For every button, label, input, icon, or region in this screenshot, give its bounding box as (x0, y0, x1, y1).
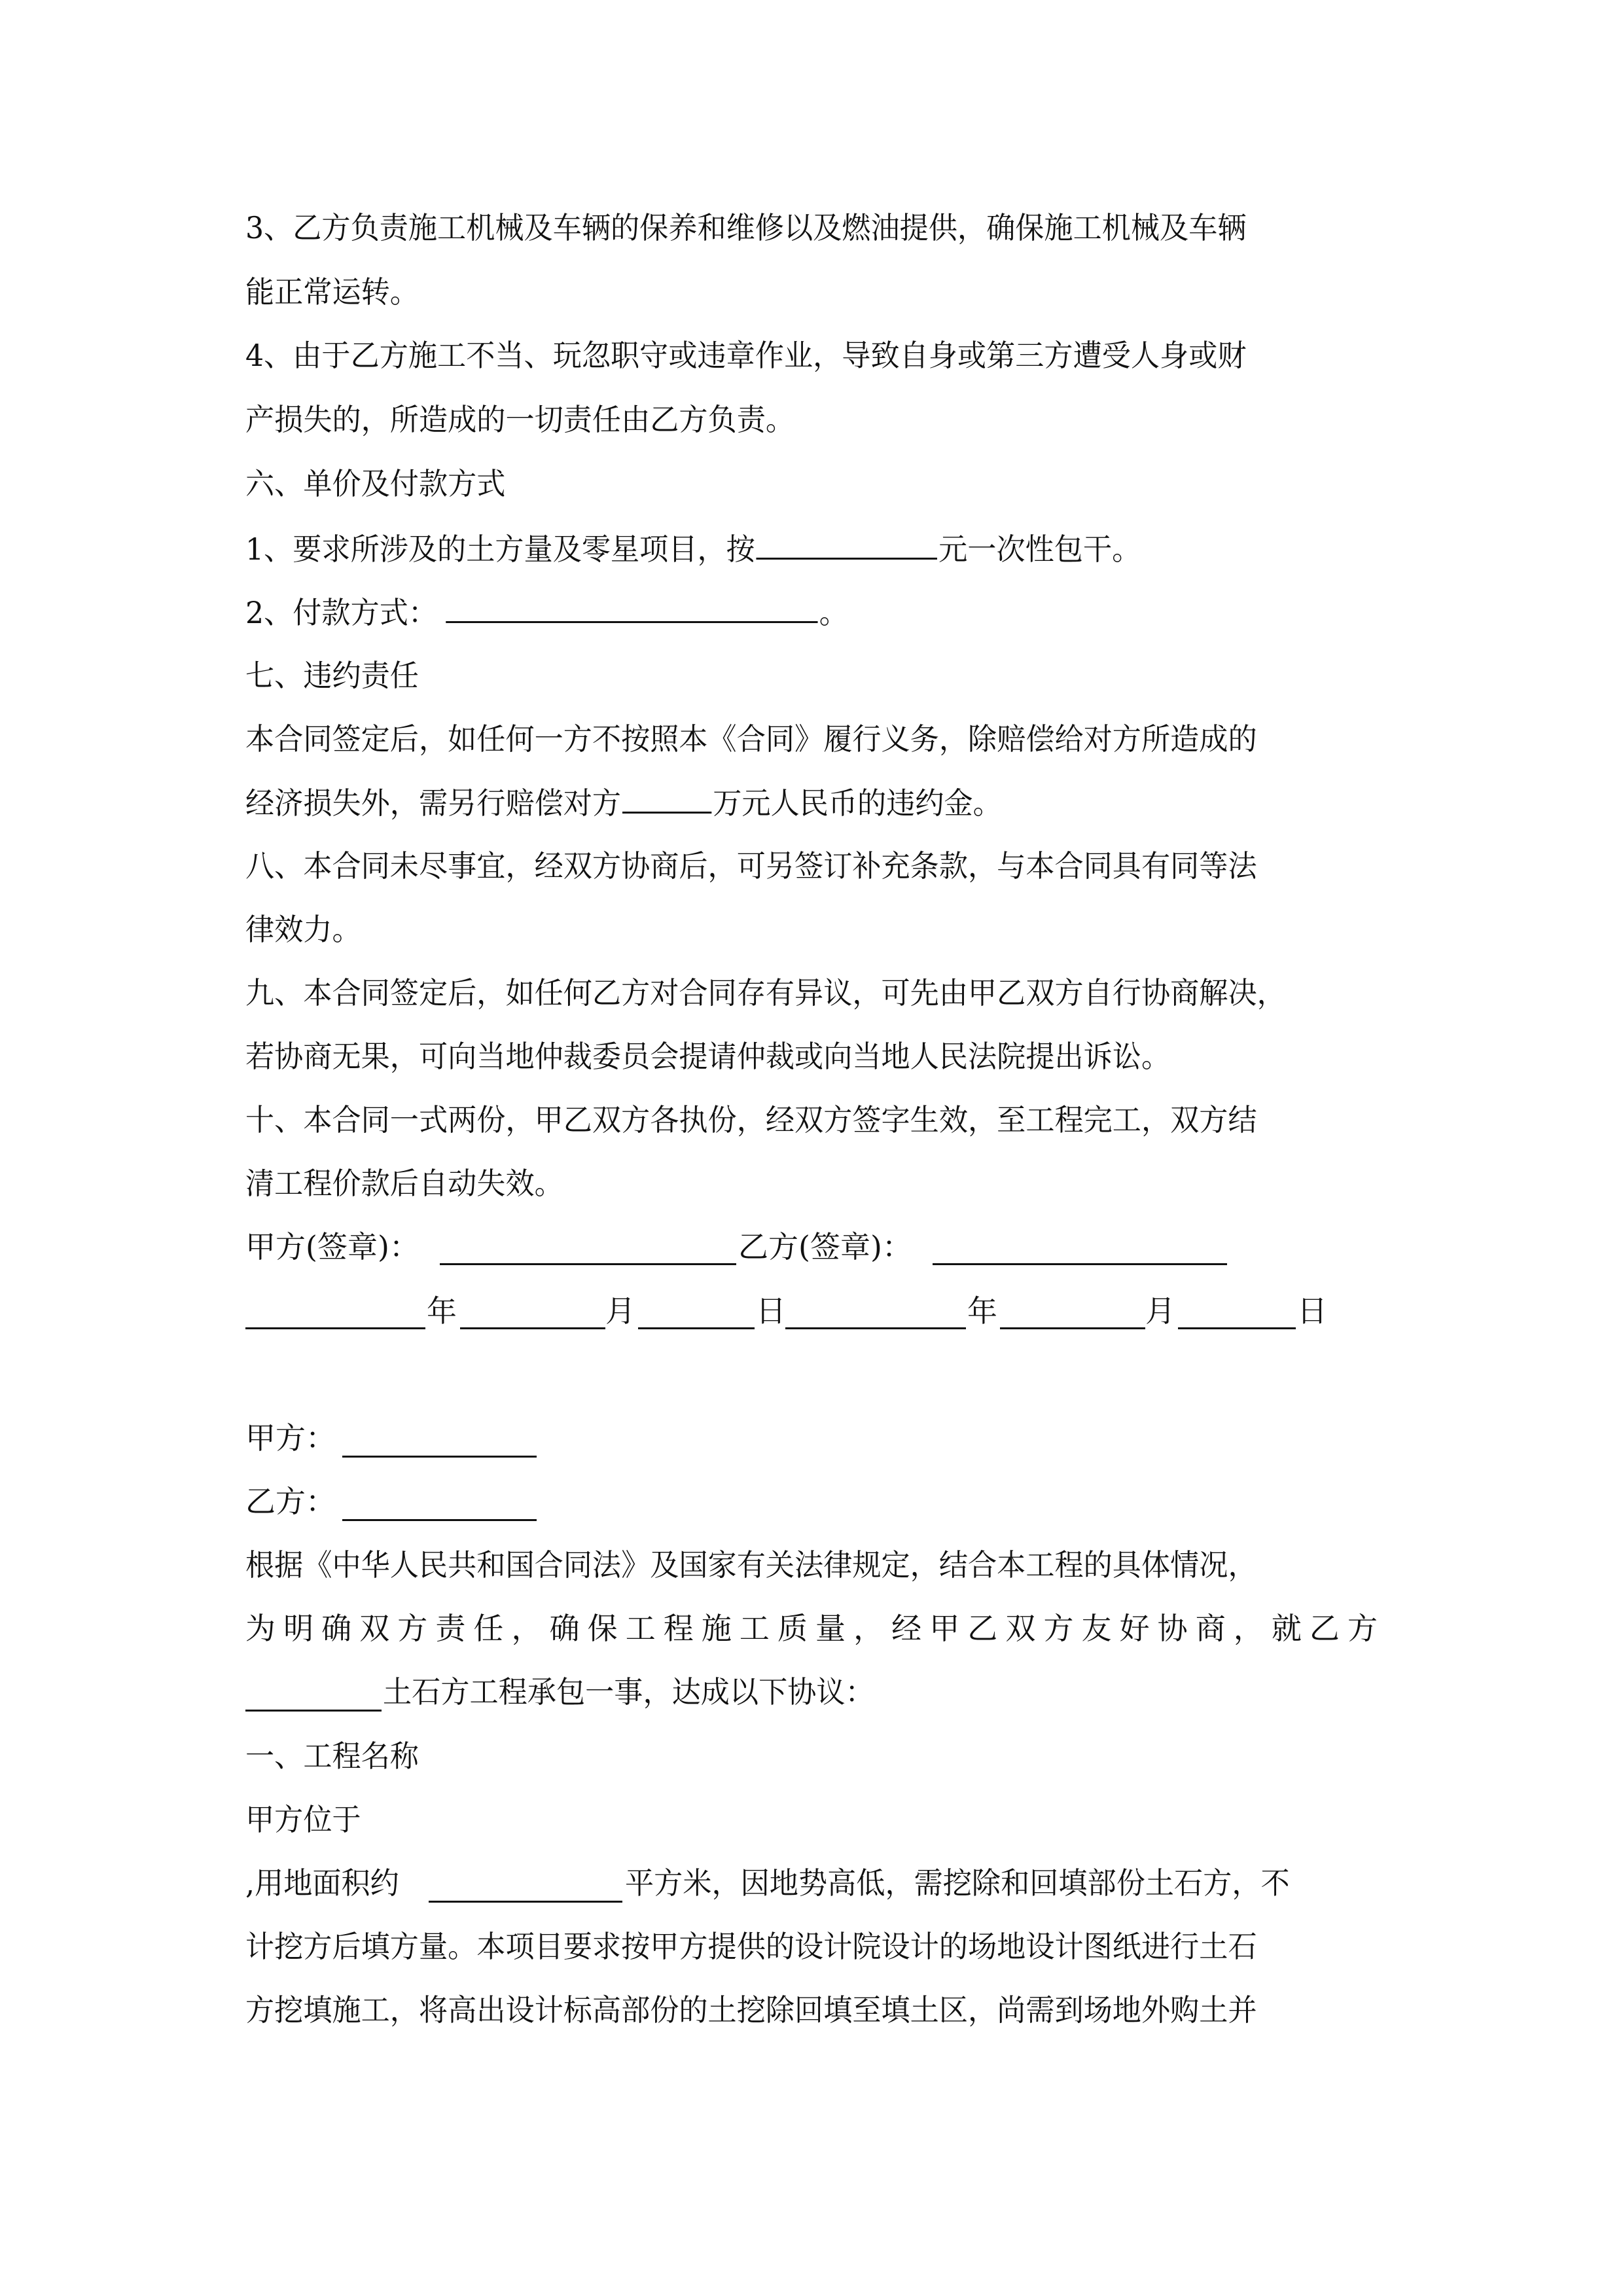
section6-item1-text-after: 元一次性包干。 (938, 531, 1141, 567)
preamble-line3 (0, 1672, 1623, 1712)
clause5-item4-line2: 产损失的，所造成的一切责任由乙方负责。 (245, 402, 795, 437)
section7-line2-text-before: 经济损失外，需另行赔偿对方 (245, 785, 622, 821)
payment-method-blank[interactable] (446, 592, 818, 623)
section7-heading: 七、违约责任 (245, 658, 419, 693)
party-a-seal-label: 甲方(签章)： (245, 1229, 419, 1265)
party-a-month-blank[interactable] (460, 1327, 605, 1329)
preamble-line2: 为明确双方责任，确保工程施工质量，经甲乙双方友好协商，就乙方 (245, 1611, 1378, 1646)
date-row (0, 1291, 1623, 1331)
signature-row (0, 1227, 1623, 1266)
party-b-day-label: 日 (1297, 1293, 1327, 1329)
party-a-day-blank[interactable] (638, 1327, 755, 1329)
section1-line3: 计挖方后填方量。本项目要求按甲方提供的设计院设计的场地设计图纸进行土石 (245, 1929, 1257, 1964)
party-a-year-label: 年 (427, 1293, 457, 1329)
section9-line1: 九、本合同签定后，如任何乙方对合同存有异议，可先由甲乙双方自行协商解决， (245, 975, 1286, 1011)
party-a-label: 甲方： (245, 1420, 336, 1456)
section8-line1: 八、本合同未尽事宜，经双方协商后，可另签订补充条款，与本合同具有同等法 (245, 848, 1257, 884)
section1-line1: 甲方位于 (245, 1802, 361, 1837)
unit-price-blank[interactable] (757, 529, 937, 560)
section1-line2-text-before: ,用地面积约 (245, 1865, 399, 1901)
party-b-month-label: 月 (1145, 1293, 1175, 1329)
party-b-day-blank[interactable] (1178, 1327, 1296, 1329)
section8-line2: 律效力。 (245, 912, 361, 947)
party-b-month-blank[interactable] (1000, 1327, 1145, 1329)
section6-item2-text-after: 。 (819, 595, 848, 630)
party-b-label: 乙方： (245, 1484, 336, 1519)
clause5-item3-line1: 3、乙方负责施工机械及车辆的保养和维修以及燃油提供，确保施工机械及车辆 (245, 210, 1247, 245)
clause5-item4-line1: 4、由于乙方施工不当、玩忽职守或违章作业，导致自身或第三方遭受人身或财 (245, 338, 1247, 373)
section10-line2: 清工程价款后自动失效。 (245, 1166, 563, 1201)
penalty-amount-blank[interactable] (622, 783, 711, 814)
section7-line2-text-after: 万元人民币的违约金。 (713, 785, 1002, 821)
party-b-seal-blank[interactable] (933, 1263, 1227, 1265)
section1-heading: 一、工程名称 (245, 1738, 419, 1774)
section1-line2-text-after: 平方米，因地势高低，需挖除和回填部份土石方，不 (625, 1865, 1290, 1901)
section6-heading: 六、单价及付款方式 (245, 466, 506, 501)
party-b-year-label: 年 (967, 1293, 997, 1329)
section1-line2 (0, 1863, 1623, 1903)
party-b-seal-label: 乙方(签章)： (738, 1229, 912, 1265)
project-name-blank[interactable] (245, 1710, 382, 1712)
party-b-name-blank[interactable] (342, 1519, 537, 1521)
preamble-line1: 根据《中华人民共和国合同法》及国家有关法律规定，结合本工程的具体情况， (245, 1547, 1257, 1583)
party-b-year-blank[interactable] (785, 1327, 966, 1329)
section6-item1-text-before: 1、要求所涉及的土方量及零星项目，按 (245, 531, 755, 567)
section1-line4: 方挖填施工，将高出设计标高部份的土挖除回填至填土区，尚需到场地外购土并 (245, 1992, 1257, 2028)
section7-line1: 本合同签定后，如任何一方不按照本《合同》履行义务，除赔偿给对方所造成的 (245, 721, 1257, 757)
section6-item2 (245, 592, 1338, 632)
section10-line1: 十、本合同一式两份，甲乙双方各执份，经双方签字生效，至工程完工，双方结 (245, 1102, 1257, 1138)
section6-item2-text-before: 2、付款方式： (245, 595, 438, 630)
party-b-row (0, 1482, 1623, 1521)
section9-line2: 若协商无果，可向当地仲裁委员会提请仲裁或向当地人民法院提出诉讼。 (245, 1039, 1171, 1074)
section7-line2 (245, 783, 1338, 822)
party-a-seal-blank[interactable] (440, 1263, 736, 1265)
land-area-blank[interactable] (429, 1901, 622, 1903)
party-a-name-blank[interactable] (342, 1456, 537, 1458)
party-a-day-label: 日 (756, 1293, 786, 1329)
party-a-month-label: 月 (605, 1293, 635, 1329)
party-a-row (0, 1418, 1623, 1458)
party-a-year-blank[interactable] (245, 1327, 425, 1329)
preamble-line3-text: 土石方工程承包一事，达成以下协议： (383, 1674, 874, 1710)
section6-item1 (245, 529, 1338, 568)
clause5-item3-line2: 能正常运转。 (245, 274, 419, 310)
